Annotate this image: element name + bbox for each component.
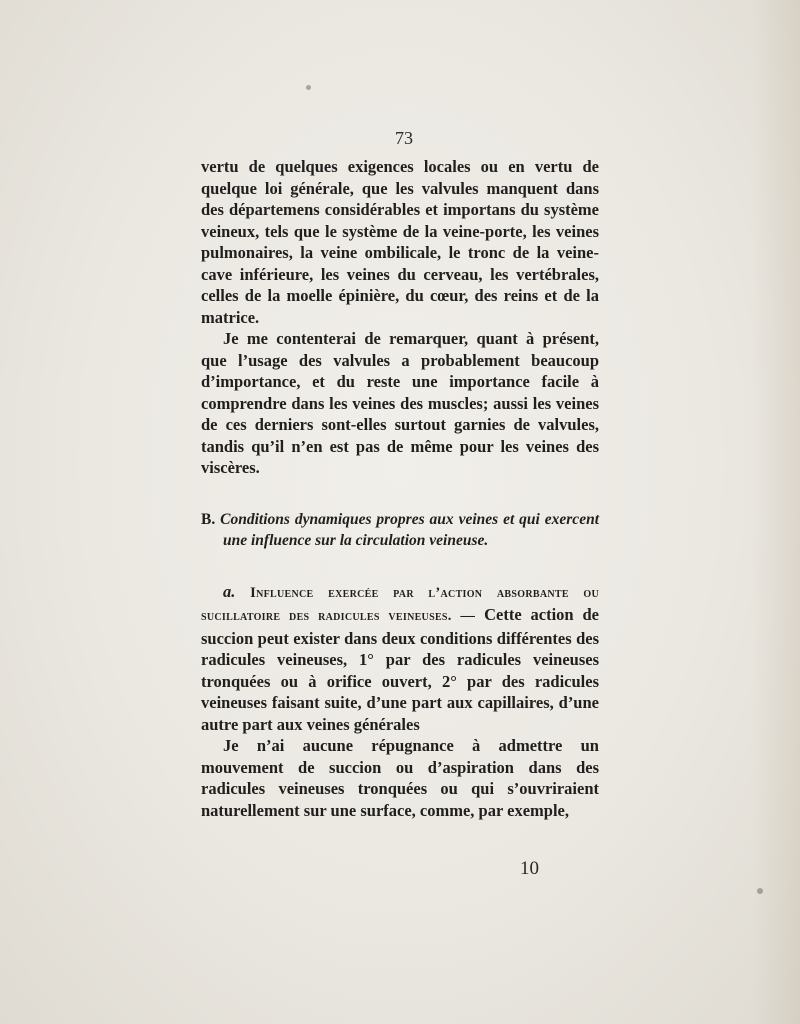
paragraph-4: Je n’ai aucune répugnance à admettre un mouvement de succion ou d’aspiration dans des radicules veineuses tronquées ou qui s’ouvriraient naturellement sur une surface, comme, par exemple, [201,736,599,820]
body-text [201,156,599,821]
subsection-letter: a. [223,581,236,601]
page-number: 73 [395,128,413,148]
signature-mark: 10 [520,858,539,879]
page-edge-shadow [752,0,800,1024]
paragraph-3-text: Cette action de succion peut exister dans deux conditions différentes des radicules veineuses, 1° par des radicules veineuses tronquées ou à orifice ouvert, 2° par des radicules veineuses faisant suite, d’une part aux capillaires, d’une autre part aux veines générales [201,605,600,734]
section-heading [201,509,599,551]
paragraph-1: vertu de quelques exigences locales ou en vertu de quelque loi générale, que les valvules manquent dans des départemens considérables et importans du système veineux, tels que le système de la veine-porte, les veines pulmonaires, la veine ombilicale, le tronc de la veine-cave inférieure, les veines du cerveau, les vertébrales, celles de la moelle épinière, du cœur, des reins et de la matrice. [201,157,599,327]
section-letter: B. [201,510,216,528]
paragraph-3 [201,581,599,736]
subsection-title: Influence exercée par l’action absorbante ou sucillatoire des radicules veineuses. — [201,584,600,624]
section-title: Conditions dynamiques propres aux veines et qui exercent une influence sur la circulation veineuse. [220,510,599,549]
paragraph-2: Je me contenterai de remarquer, quant à présent, que l’usage des valvules a probablement beaucoup d’importance, et du reste une importance facile à comprendre dans les veines des muscles; aussi les veines de ces derniers sont-elles surtout garnies de valvules, tandis qu’il n’en est pas de même pour les veines des viscères. [201,329,599,477]
paper-speck [306,85,311,90]
paper-speck [757,888,763,894]
